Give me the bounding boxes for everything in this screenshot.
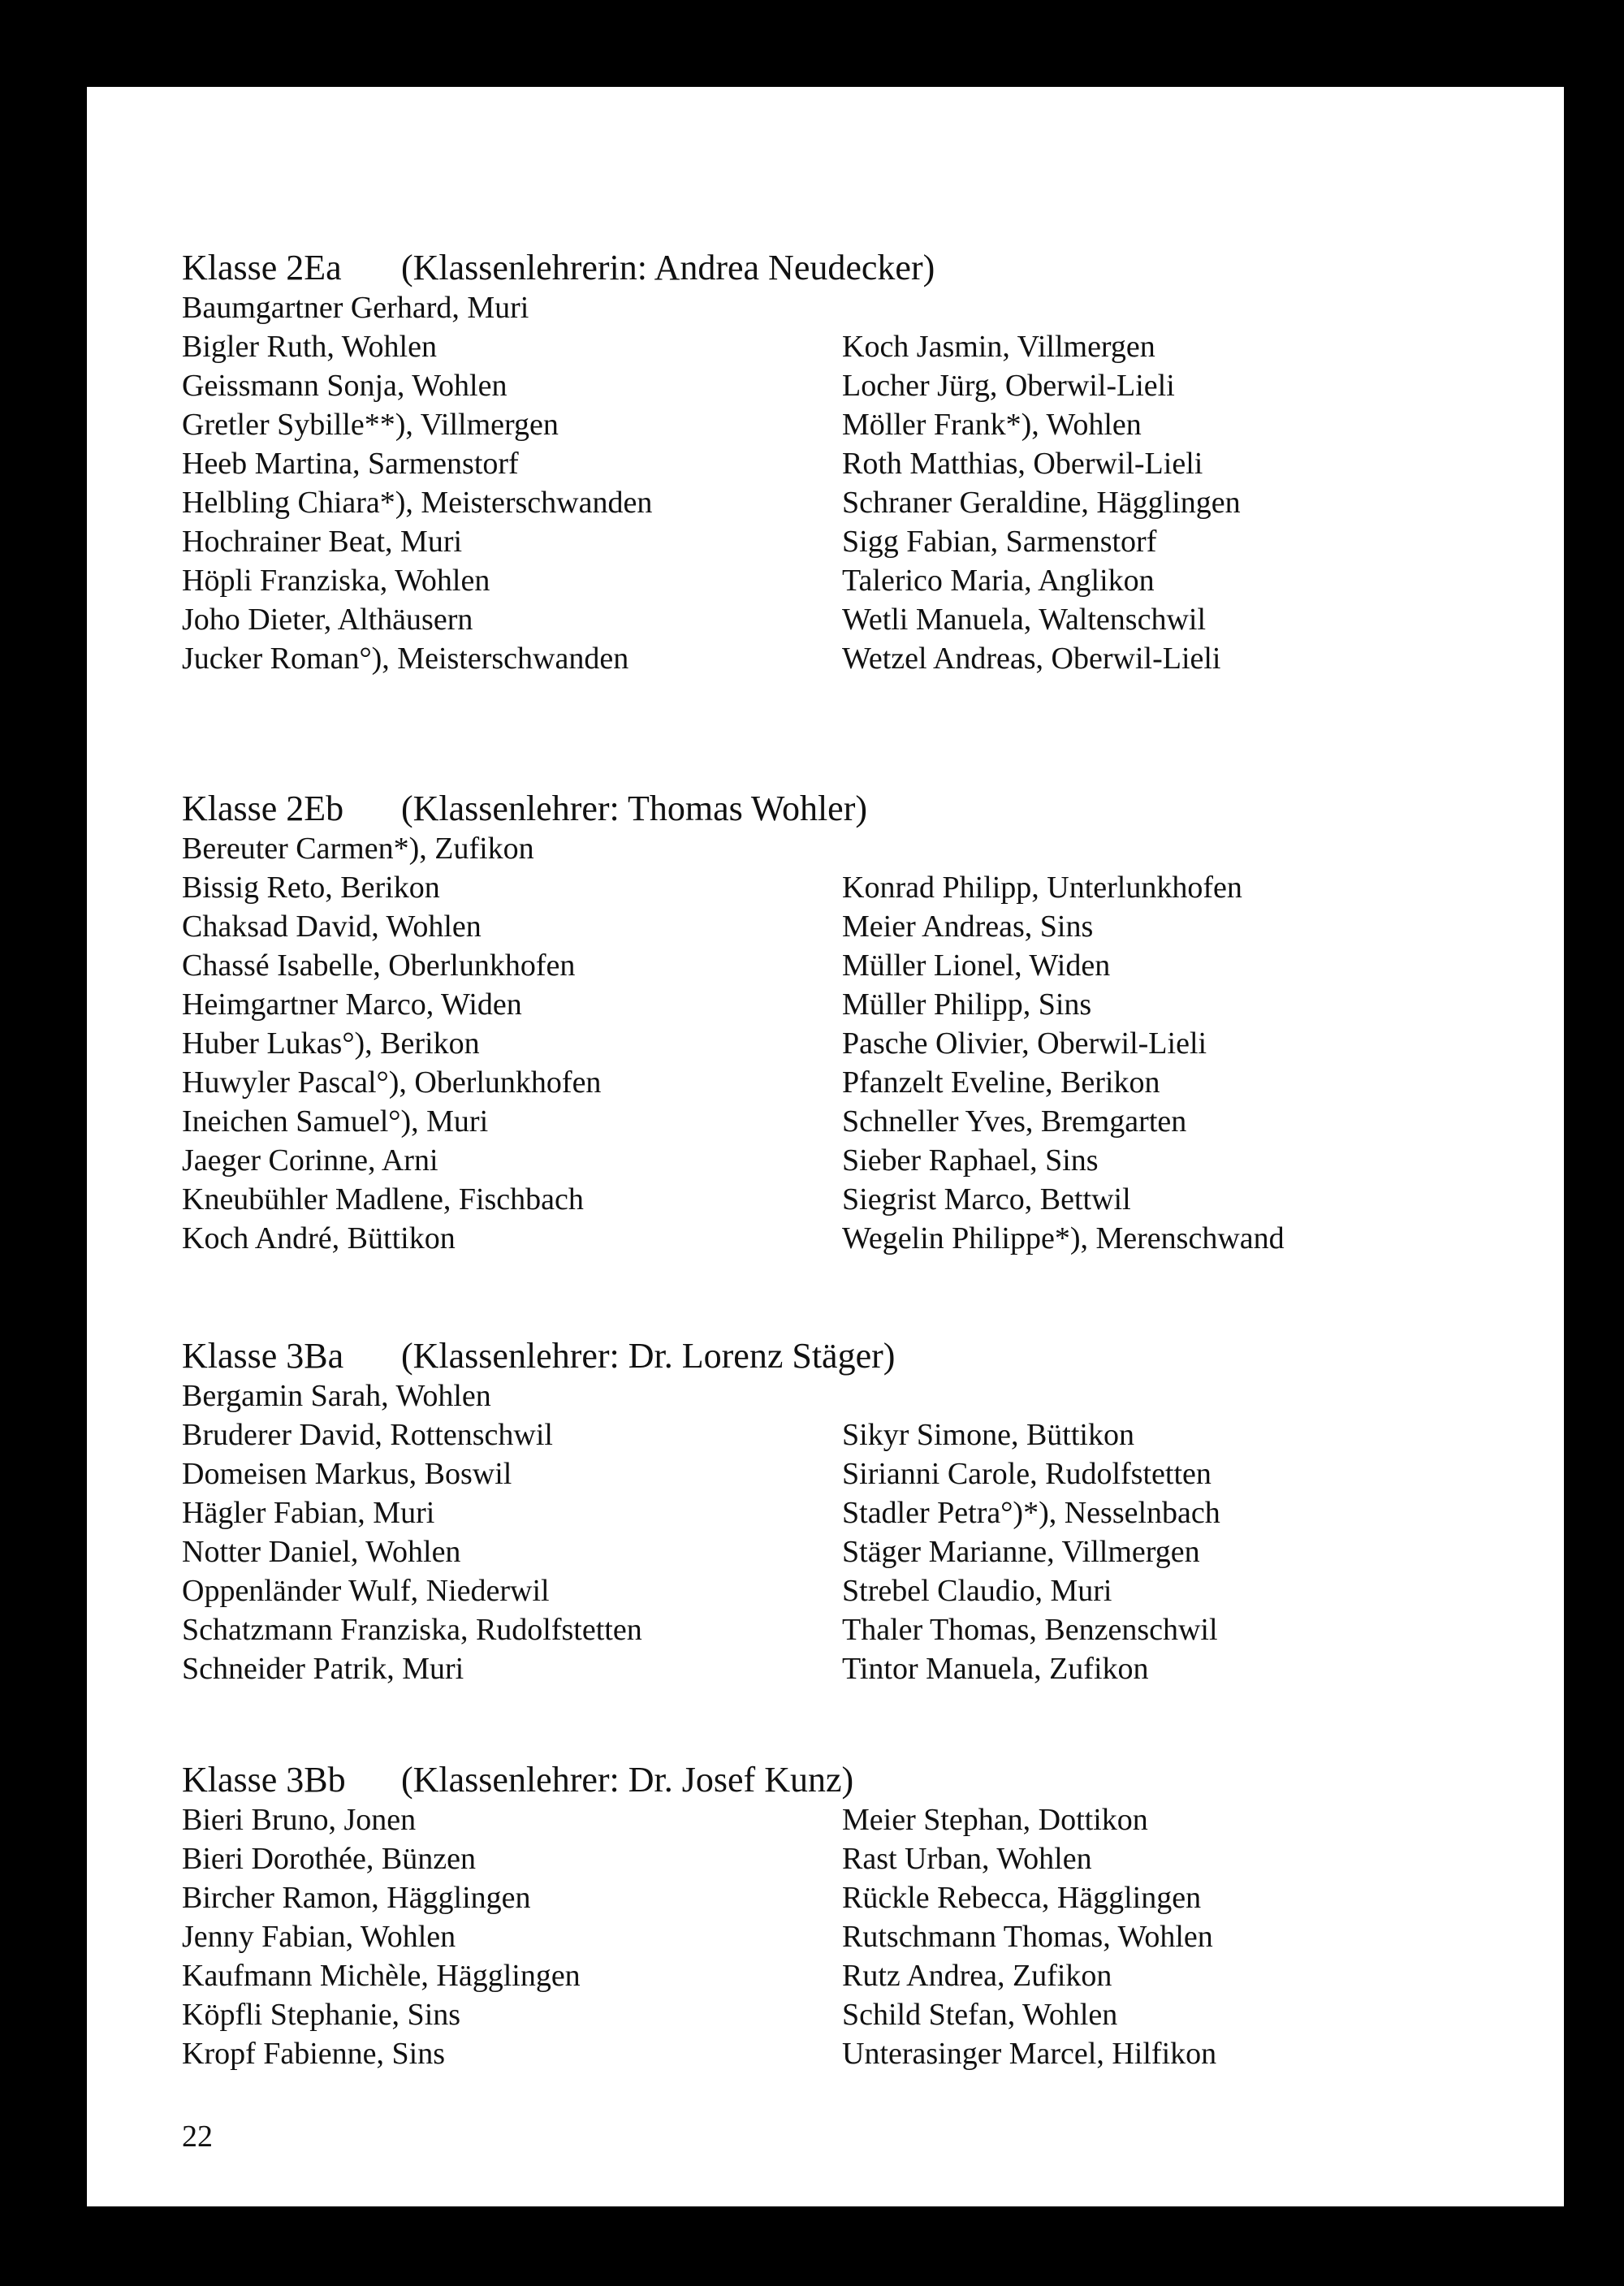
student-entry: Schatzmann Franziska, Rudolfstetten [182,1613,642,1647]
class-heading [182,1336,1481,1376]
student-row [182,2034,1481,2073]
student-entry: Baumgartner Gerhard, Muri [182,291,529,325]
student-row [182,907,1481,946]
class-section-3bb [182,1760,1481,2073]
student-row [182,1180,1481,1219]
class-heading [182,1760,1481,1800]
student-entry: Pasche Olivier, Oberwil-Lieli [842,1026,1207,1061]
student-entry: Hochrainer Beat, Muri [182,525,463,559]
student-entry: Heimgartner Marco, Widen [182,987,522,1022]
student-entry: Schneider Patrik, Muri [182,1652,464,1686]
student-entry: Domeisen Markus, Boswil [182,1457,512,1491]
student-entry: Meier Andreas, Sins [842,910,1094,944]
student-entry: Kneubühler Madlene, Fischbach [182,1182,584,1216]
student-row [182,1063,1481,1102]
student-entry: Sirianni Carole, Rudolfstetten [842,1457,1212,1491]
class-section-3ba [182,1336,1481,1688]
student-entry: Heeb Martina, Sarmenstorf [182,447,519,481]
student-row [182,1571,1481,1610]
student-entry: Rast Urban, Wohlen [842,1842,1092,1876]
student-entry: Bigler Ruth, Wohlen [182,330,437,364]
student-entry: Bieri Dorothée, Bünzen [182,1842,476,1876]
student-row [182,1415,1481,1454]
student-entry: Sikyr Simone, Büttikon [842,1418,1134,1452]
student-entry: Bergamin Sarah, Wohlen [182,1379,491,1413]
student-entry: Müller Philipp, Sins [842,987,1092,1022]
class-heading [182,248,1481,288]
student-entry: Möller Frank*), Wohlen [842,408,1142,442]
student-entry: Koch André, Büttikon [182,1221,456,1255]
page-number: 22 [182,2120,213,2154]
student-entry: Rückle Rebecca, Hägglingen [842,1881,1202,1915]
student-entry: Rutschmann Thomas, Wohlen [842,1920,1213,1954]
class-section-2eb [182,789,1481,1258]
student-entry: Thaler Thomas, Benzenschwil [842,1613,1218,1647]
student-row [182,405,1481,444]
student-entry: Jucker Roman°), Meisterschwanden [182,642,629,676]
student-entry: Bissig Reto, Berikon [182,871,440,905]
student-entry: Kaufmann Michèle, Hägglingen [182,1959,581,1993]
student-entry: Geissmann Sonja, Wohlen [182,369,508,403]
class-name: Klasse 3Bb [182,1760,346,1800]
student-entry: Roth Matthias, Oberwil-Lieli [842,447,1203,481]
student-row [182,946,1481,985]
student-entry: Stadler Petra°)*), Nesselnbach [842,1496,1220,1530]
student-entry: Joho Dieter, Althäusern [182,603,473,637]
document-page [87,87,1564,2206]
student-row [182,1219,1481,1258]
student-row [182,561,1481,600]
student-entry: Bieri Bruno, Jonen [182,1803,417,1837]
student-entry: Rutz Andrea, Zufikon [842,1959,1112,1993]
student-row [182,522,1481,561]
student-row [182,1610,1481,1649]
student-row [182,366,1481,405]
student-row [182,1102,1481,1141]
student-entry: Köpfli Stephanie, Sins [182,1998,461,2032]
student-entry: Locher Jürg, Oberwil-Lieli [842,369,1175,403]
student-entry: Sieber Raphael, Sins [842,1143,1099,1178]
student-entry: Konrad Philipp, Unterlunkhofen [842,871,1242,905]
student-row [182,1956,1481,1995]
student-entry: Huwyler Pascal°), Oberlunkhofen [182,1065,602,1100]
student-row [182,1454,1481,1493]
student-entry: Ineichen Samuel°), Muri [182,1104,489,1139]
student-entry: Höpli Franziska, Wohlen [182,564,490,598]
class-name: Klasse 3Ba [182,1336,344,1376]
student-entry: Tintor Manuela, Zufikon [842,1652,1149,1686]
student-entry: Hägler Fabian, Muri [182,1496,435,1530]
student-entry: Schneller Yves, Bremgarten [842,1104,1187,1139]
student-row [182,1800,1481,1839]
student-entry: Oppenländer Wulf, Niederwil [182,1574,550,1608]
student-entry: Koch Jasmin, Villmergen [842,330,1155,364]
student-entry: Strebel Claudio, Muri [842,1574,1112,1608]
class-teacher: (Klassenlehrer: Thomas Wohler) [401,789,867,828]
student-entry: Talerico Maria, Anglikon [842,564,1155,598]
student-entry: Unterasinger Marcel, Hilfikon [842,2037,1217,2071]
class-heading [182,789,1481,829]
student-entry: Schild Stefan, Wohlen [842,1998,1118,2032]
student-entry: Pfanzelt Eveline, Berikon [842,1065,1160,1100]
student-row [182,1878,1481,1917]
student-row [182,327,1481,366]
student-row [182,1024,1481,1063]
student-entry: Gretler Sybille**), Villmergen [182,408,559,442]
student-entry: Kropf Fabienne, Sins [182,2037,446,2071]
student-entry: Chassé Isabelle, Oberlunkhofen [182,949,576,983]
student-row [182,600,1481,639]
student-entry: Bereuter Carmen*), Zufikon [182,832,534,866]
student-row [182,1995,1481,2034]
student-entry: Jenny Fabian, Wohlen [182,1920,456,1954]
student-entry: Schraner Geraldine, Hägglingen [842,486,1241,520]
student-entry: Siegrist Marco, Bettwil [842,1182,1131,1216]
student-row [182,1839,1481,1878]
student-entry: Bircher Ramon, Hägglingen [182,1881,531,1915]
student-row [182,1649,1481,1688]
student-entry: Müller Lionel, Widen [842,949,1111,983]
class-teacher: (Klassenlehrer: Dr. Lorenz Stäger) [401,1336,896,1376]
student-entry: Meier Stephan, Dottikon [842,1803,1148,1837]
student-entry: Huber Lukas°), Berikon [182,1026,480,1061]
class-name: Klasse 2Ea [182,248,342,287]
student-row [182,444,1481,483]
student-entry: Bruderer David, Rottenschwil [182,1418,553,1452]
student-row [182,1141,1481,1180]
class-section-2ea [182,248,1481,678]
student-row [182,1532,1481,1571]
student-row [182,639,1481,678]
student-entry: Stäger Marianne, Villmergen [842,1535,1200,1569]
student-entry: Helbling Chiara*), Meisterschwanden [182,486,653,520]
student-row [182,868,1481,907]
student-entry: Sigg Fabian, Sarmenstorf [842,525,1157,559]
student-row [182,1493,1481,1532]
class-teacher: (Klassenlehrerin: Andrea Neudecker) [401,248,935,287]
student-entry: Wegelin Philippe*), Merenschwand [842,1221,1285,1255]
class-teacher: (Klassenlehrer: Dr. Josef Kunz) [401,1760,854,1800]
student-entry: Wetli Manuela, Waltenschwil [842,603,1207,637]
student-entry: Jaeger Corinne, Arni [182,1143,438,1178]
class-name: Klasse 2Eb [182,789,344,828]
student-entry: Wetzel Andreas, Oberwil-Lieli [842,642,1221,676]
student-row [182,483,1481,522]
student-entry: Chaksad David, Wohlen [182,910,482,944]
student-row [182,1917,1481,1956]
student-entry: Notter Daniel, Wohlen [182,1535,461,1569]
student-row [182,985,1481,1024]
